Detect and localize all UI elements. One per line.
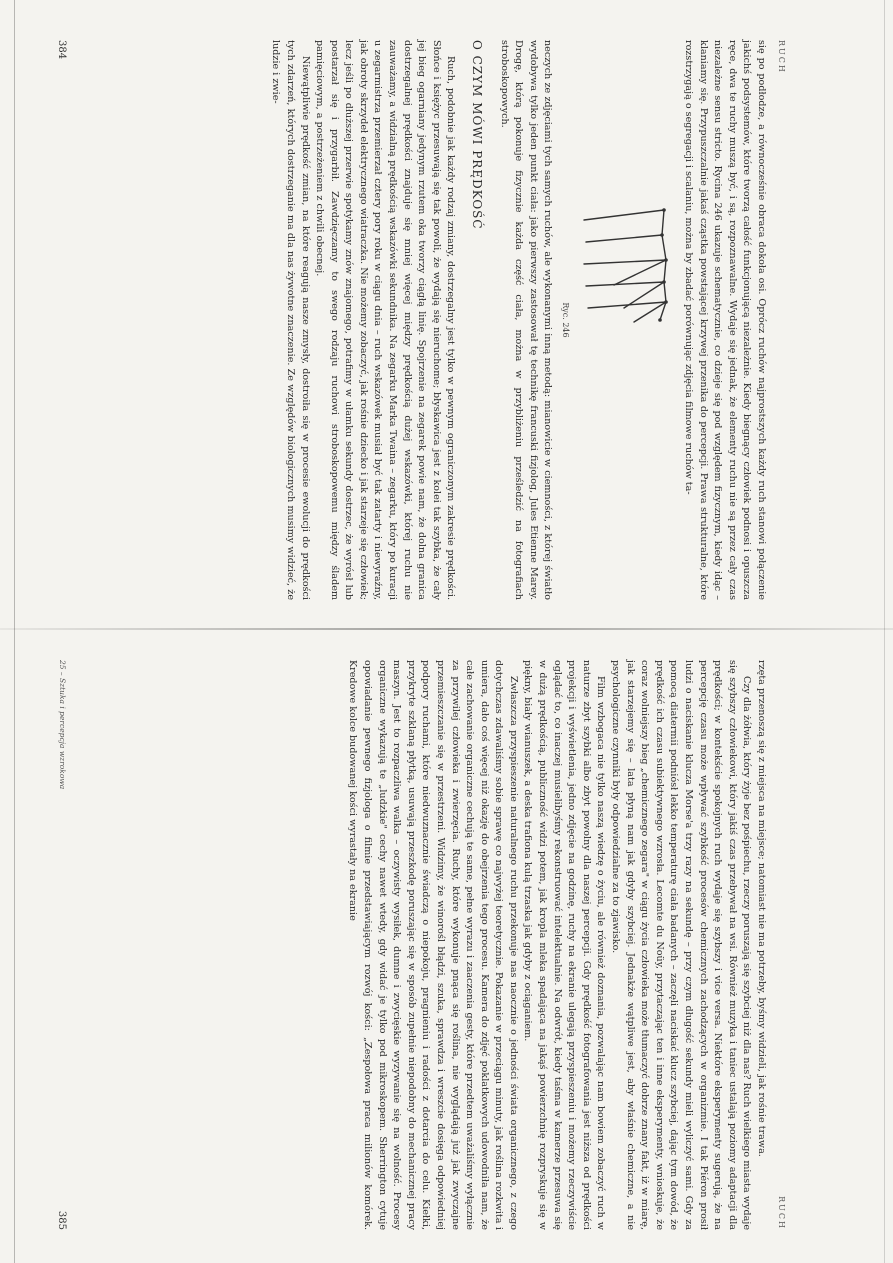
paragraph: Zwłaszcza przyspieszenie naturalnego ruchu przekonuje nas naocznie o jedności świata organicznego, z czego dotychczas zdawaliśmy sobie sprawę co najwyżej teoretycznie. Pokazanie w przeciągu minuty, jak roślina rozkwita i umiera, dało coś więcej niż okazję do obejrzenia tego procesu. Kamera do zdjęć poklatkowych udowodniła nam, że całe zachowanie organiczne cechują te same, pełne wyrazu i zaaczenia gesty, które przedtem uważaliśmy wyłącznie za przywilej człowieka i zwierzęcia. Ruchy, które wykonuje pnąca się roślina, nie wyglądają już jak zwyczajne przemieszczanie się w przestrzeni. Widzimy, że winorośl błądzi, szuka, sprawdza i wreszcie dosięga odpowiedniej podpory ruchami, które niedwuznacznie świadczą o niepokoju, pragnieniu i radości z dotarcia do celu. Kiełki, przykryte szklaną płytką, usuwają przeszkodę poruszając się w sposób zupełnie niepodobny do mechanicznej pracy maszyn. Jest to rozpaczliwa walka – oczywisty wysiłek, dumne i zwycięskie wyzywanie się na wolność. Procesy organiczne wykazują te „ludzkie" cechy nawet wtedy, gdy widać je tylko pod mikroskopem. Sherrington cytuje opowiadanie pewnego fizjologa o filmie przedstawiającym rozwój kości: „Zespołowa praca milionów komórek. Kredowe kolce budowanej kości wyrastały na ekranie bbox=[347, 660, 519, 1230]
page-385 bbox=[56, 660, 790, 1230]
footer-note: 25 – Sztuka i percepcja wzrokowa bbox=[58, 660, 67, 790]
figure-246 bbox=[556, 40, 674, 600]
figure-caption: Ryc. 246 bbox=[561, 302, 571, 338]
paragraph: się po podłodze, a równocześnie obraca dokoła osi. Oprócz ruchów najprostszych każdy ruch stanowi połączenie jakichś podsystemów, które tworzą całość funkcjonującą niezależnie. Kiedy biegnący człowiek podnosi i opuszcza ręce, dwa te ruchy muszą być, i są, rozpoznawalne. Wydaje się jednak, że elementy ruchu nie są przez cały czas niezależne sensu stricto. Rycina 246 ukazuje schematycznie, co dzieje się pod względem fizycznym, kiedy idąc – klaniamy się. Przypuszczalnie jakaś cząstka powstającej krzywej przenika do percepcji. Prawa strukturalne, które rozstrzygają o segregacji i scalaniu, można by zbadać porównując zdjęcia filmowe ruchów ta- bbox=[683, 40, 767, 600]
paragraph: Niewątpliwie prędkość zmian, na które reagują nasze zmysły, dostroiła się w procesie ewolucji do prędkości tych zdarzeń, których dostrzeganie ma dla nas żywotne znaczenie. Ze względów biologicznych musimy widzieć, że ludzie i zwie- bbox=[270, 40, 311, 600]
page-edge-right bbox=[884, 0, 885, 1263]
page-edge-left bbox=[14, 0, 15, 1263]
page-number: 385 bbox=[56, 1210, 67, 1230]
running-head: RUCH bbox=[777, 40, 786, 74]
page-body bbox=[345, 660, 768, 1230]
page-384 bbox=[56, 40, 790, 600]
page-number: 384 bbox=[56, 40, 67, 60]
paragraph: Czy dla żółwia, który żyje bez pośpiechu, rzeczy poruszają się szybciej niż dla nas? Ruch wielkiego miasta wydaje się szybszy człowiekowi, który jakiś czas przebywał na wsi. Również muzyka i taniec ustalają poziomy adaptacji dla prędkości; w kontekście spokojnych ruch wydaje się szybszy i vice versa. Niektóre eksperymenty sugerują, że na percepcję czasu może wpływać szybkość procesów chemicznych zachodzących w organizmie. I tak Piéron prosił ludzi o naciskanie klucza Morse'a trzy razy na sekundę – przy czym długość sekundy mieli wyliczyć sami. Gdy za pomocą diatermii podniósł lekko temperaturę ciała badanych – zaczęli naciskać klucz szybciej, dając tym dowód, że prędkość ich czasu subiektywnego wzrosła. Lecomte du Noüy, przytaczając ten i inne eksperymenty, wnioskuje, że coraz wolniejszy bieg „chemicznego zegara" w ciągu życia człowieka może tłumaczyć dobrze znany fakt, iż w miarę, jak starzejemy się – lata płyną nam jak gdyby szybciej. Jednakże wątpliwe jest, aby właśnie chemiczne, a nie psychologiczne czynniki były odpowiedzialne za to zjawisko. bbox=[610, 660, 753, 1230]
paragraph: Film wzbogaca nie tylko naszą wiedzę o życiu, ale również doznania, pozwalając nam bowiem zobaczyć ruch w naturze zbyt szybki albo zbyt powolny dla naszej percepcji. Gdy prędkość fotografowania jest niższa od prędkości projekcji i wyświetlenia, jedno zdjęcie na godzinę, ruchy na ekranie ulegają przyspieszeniu i możemy rzeczywiście oglądać to, co inaczej musielibyśmy rekonstruować intelektualnie. Na odwrót, kiedy taśma w kamerze przesuwa się w dużą prędkością, publiczność widzi potem, jak kropla mleka spadająca na jakąś powierzchnię rozpryskuje się w piękny, biały wianuszek, a deska trafiona kulą trzaska jak gdyby z ociąganiem. bbox=[522, 660, 607, 1230]
section-title: O CZYM MÓWI PRĘDKOŚĆ bbox=[470, 40, 485, 230]
running-head: RUCH bbox=[777, 1196, 786, 1230]
page-body bbox=[268, 40, 768, 600]
paragraph: Ruch, podobnie jak każdy rodzaj zmiany, dostrzegalny jest tylko w pewnym ograniczonym zakresie prędkości. Słońce i księżyc przesuwają się tak powoli, że wydają się nieruchome; błyskawica jest z kolei tak szybka, że cały jej bieg ogarniany jedynym rzutem oka tworzy ciągłą linię. Spojrzenie na zegarek powie nam, że dolna granica dostrzegalnej prędkości znajduje się mniej więcej między prędkością dużej wskazówki, której ruchu nie zauważamy, a widzialną prędkością wskazówki sekundnika. Na zegarku Marka Twaina – zegarku, który po kuracji u zegarmistrza przemierzał cztery pory roku w ciągu dnia – ruch wskazówek musiał być tak zatarty i niewyraźny, jak obroty skrzydeł elektrycznego wiatraczka. Nie możemy zobaczyć, jak rośnie dziecko i jak starzeje się człowiek; lecz jeśli po dłuższej przerwie spotykamy znów znajomego, potrafimy w ułamku sekundy dostrzec, że wyrósł lub postarzał się i przygarbił. Zawdzięczamy to swego rodzaju ruchowi stroboskopowemu między śladem pamięciowym, a postrzeżeniem z chwili obecnej. bbox=[314, 40, 457, 600]
paragraph: rzęta przenoszą się z miejsca na miejsce; natomiast nie ma potrzeby, byśmy widzieli, jak rośnie trawa. bbox=[756, 660, 767, 1157]
walking-motion-diagram bbox=[574, 190, 674, 340]
paragraph: neczych ze zdjęciami tych samych ruchów, ale wykonanymi inną metodą: mianowicie w ciemności, z której światło wydobywa tylko jeden punkt ciała: jako pierwszy zastosował tę technikę francuski fizjolog, Jules Etienne Marey. Drogę, którą pokonuje fizycznie każda część ciała, można w przybliżeniu prześledzić na fotografiach stroboskopowych. bbox=[498, 40, 554, 600]
book-gutter bbox=[0, 628, 893, 630]
